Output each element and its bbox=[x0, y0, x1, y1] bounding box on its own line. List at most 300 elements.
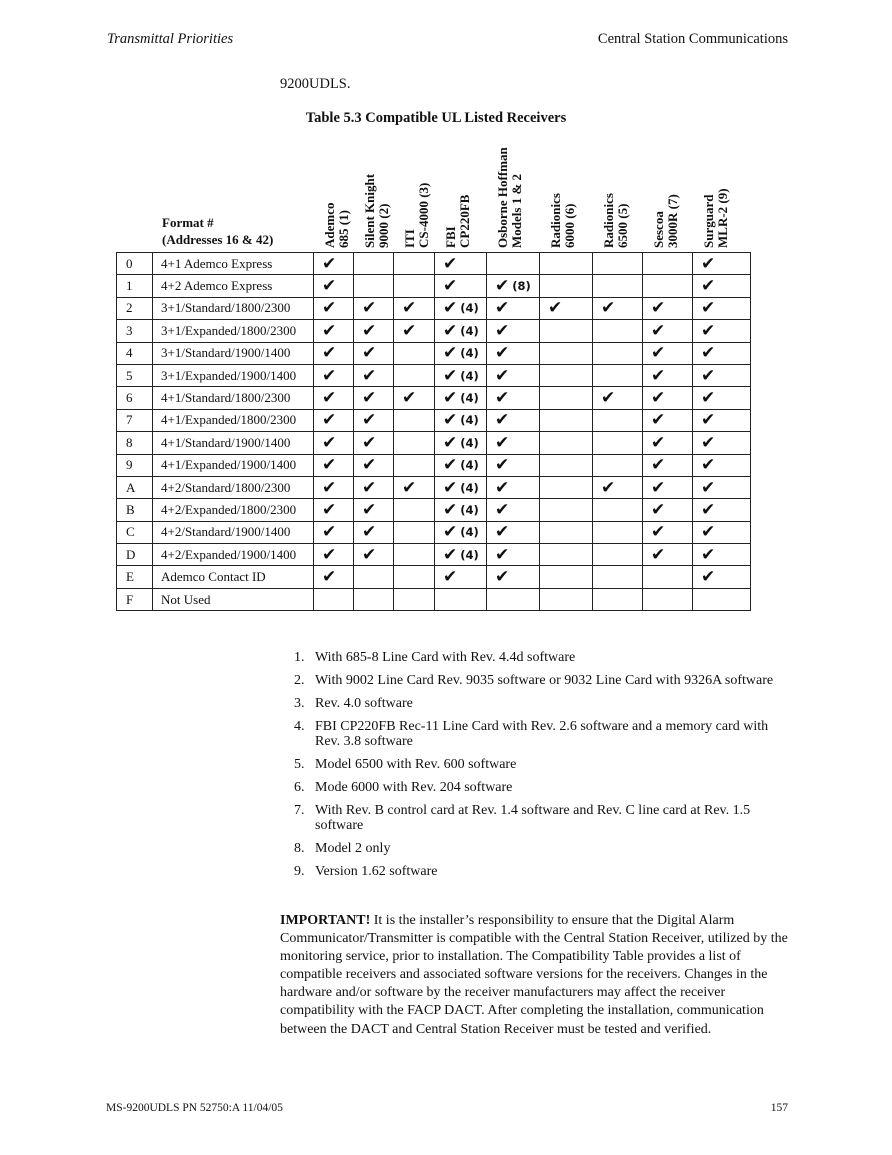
format-code: 8 bbox=[117, 432, 153, 454]
compat-cell bbox=[487, 566, 540, 588]
check-mark-value: ✔ bbox=[362, 455, 377, 476]
compat-cell bbox=[314, 454, 354, 476]
compat-cell bbox=[643, 499, 693, 521]
compat-cell bbox=[354, 409, 394, 431]
format-name: 4+2 Ademco Express bbox=[153, 275, 314, 297]
check-mark-value: ✔ bbox=[443, 276, 458, 297]
compat-cell bbox=[643, 275, 693, 297]
format-name: 3+1/Expanded/1900/1400 bbox=[153, 364, 314, 386]
check-mark-value: ✔ bbox=[495, 455, 510, 476]
check-mark-value: ✔ bbox=[362, 365, 377, 386]
table-title bbox=[0, 110, 892, 127]
column-header-line1: FBI bbox=[443, 226, 458, 248]
column-header-line1: Sescoa bbox=[651, 211, 666, 248]
column-header-8 bbox=[652, 194, 680, 248]
compat-cell bbox=[593, 275, 643, 297]
column-header-line1: Osborne Hoffman bbox=[495, 147, 510, 248]
compat-cell bbox=[394, 454, 435, 476]
compat-cell bbox=[354, 544, 394, 566]
compat-cell bbox=[693, 499, 751, 521]
table-row bbox=[117, 544, 751, 566]
compatible-receivers-table bbox=[116, 252, 751, 611]
check-mark-value: ✔ bbox=[701, 500, 716, 520]
check-mark-value: ✔ bbox=[362, 343, 377, 364]
compat-cell bbox=[435, 566, 487, 588]
footnotes-list bbox=[280, 650, 790, 887]
format-name: 4+2/Expanded/1800/2300 bbox=[153, 499, 314, 521]
compat-cell bbox=[487, 432, 540, 454]
compat-cell bbox=[693, 544, 751, 566]
table-row bbox=[117, 342, 751, 364]
compat-cell bbox=[643, 454, 693, 476]
footnote-ref: (4) bbox=[460, 323, 479, 338]
compat-cell bbox=[487, 476, 540, 498]
compat-cell bbox=[643, 521, 693, 543]
column-header-line2: 9000 (2) bbox=[376, 203, 391, 248]
format-name: Not Used bbox=[153, 588, 314, 610]
check-mark-value: ✔ bbox=[362, 522, 377, 543]
check-mark-value: ✔ bbox=[495, 477, 510, 498]
table-row bbox=[117, 275, 751, 297]
compat-cell bbox=[435, 544, 487, 566]
format-name: 3+1/Standard/1800/2300 bbox=[153, 297, 314, 319]
compat-cell bbox=[540, 342, 593, 364]
check-mark-value bbox=[443, 455, 479, 475]
check-mark-value: ✔ bbox=[402, 320, 417, 341]
check-mark-value: ✔ bbox=[601, 477, 616, 498]
page-number: 157 bbox=[770, 1102, 788, 1114]
compat-cell bbox=[643, 409, 693, 431]
check-mark-value: ✔ bbox=[651, 388, 666, 409]
column-header-1 bbox=[323, 203, 351, 249]
footnote-number: 8. bbox=[294, 841, 305, 856]
compat-cell bbox=[693, 364, 751, 386]
compat-cell bbox=[693, 476, 751, 498]
check-mark-value: ✔ bbox=[362, 410, 377, 431]
footnote-ref: (4) bbox=[460, 458, 479, 473]
compat-cell bbox=[394, 566, 435, 588]
intro-text: 9200UDLS. bbox=[280, 76, 351, 92]
check-mark-icon: ✔ bbox=[443, 410, 458, 431]
footnote-number: 6. bbox=[294, 780, 305, 795]
compat-cell bbox=[314, 342, 354, 364]
footnote-text: With 9002 Line Card Rev. 9035 software or 9032 Line Card with 9326A software bbox=[315, 673, 774, 688]
footnote-item bbox=[280, 696, 790, 711]
compat-cell bbox=[643, 253, 693, 275]
compat-cell bbox=[314, 499, 354, 521]
check-mark-icon: ✔ bbox=[443, 365, 458, 386]
check-mark-value bbox=[443, 433, 479, 453]
compat-cell bbox=[540, 320, 593, 342]
compat-cell bbox=[593, 320, 643, 342]
check-mark-value: ✔ bbox=[322, 567, 337, 588]
compat-cell bbox=[643, 432, 693, 454]
compat-cell bbox=[540, 387, 593, 409]
compat-cell bbox=[354, 320, 394, 342]
compat-cell bbox=[693, 297, 751, 319]
format-code: 1 bbox=[117, 275, 153, 297]
compat-cell bbox=[354, 566, 394, 588]
check-mark-value: ✔ bbox=[495, 343, 510, 364]
footnote-text: Mode 6000 with Rev. 204 software bbox=[315, 780, 513, 795]
check-mark-value: ✔ bbox=[701, 544, 716, 565]
column-header-line2: 6000 (6) bbox=[562, 203, 577, 248]
format-name: 4+1/Expanded/1900/1400 bbox=[153, 454, 314, 476]
format-code: 4 bbox=[117, 342, 153, 364]
footnote-item bbox=[280, 673, 790, 688]
table-row bbox=[117, 297, 751, 319]
compat-cell bbox=[394, 364, 435, 386]
column-header-line1: Radionics bbox=[548, 193, 563, 248]
compat-cell bbox=[354, 432, 394, 454]
compat-cell bbox=[487, 275, 540, 297]
compat-cell bbox=[593, 566, 643, 588]
footnote-number: 5. bbox=[294, 757, 305, 772]
compat-cell bbox=[540, 521, 593, 543]
check-mark-value: ✔ bbox=[362, 500, 377, 520]
footnote-text: Model 6500 with Rev. 600 software bbox=[315, 757, 517, 772]
compat-cell bbox=[540, 566, 593, 588]
check-mark-icon: ✔ bbox=[443, 544, 458, 565]
format-code: E bbox=[117, 566, 153, 588]
footnote-text: With 685-8 Line Card with Rev. 4.4d software bbox=[315, 650, 576, 665]
check-mark-value: ✔ bbox=[651, 343, 666, 364]
check-mark-value: ✔ bbox=[495, 365, 510, 386]
compat-cell bbox=[487, 409, 540, 431]
check-mark-value: ✔ bbox=[495, 320, 510, 341]
compat-cell bbox=[394, 342, 435, 364]
compat-cell bbox=[314, 409, 354, 431]
compat-cell bbox=[354, 499, 394, 521]
check-mark-value bbox=[443, 522, 479, 542]
table-row bbox=[117, 364, 751, 386]
format-header-line2: (Addresses 16 & 42) bbox=[162, 232, 274, 247]
important-notice bbox=[280, 912, 790, 1039]
compat-cell bbox=[540, 588, 593, 610]
check-mark-value: ✔ bbox=[701, 388, 716, 409]
footnote-number: 7. bbox=[294, 803, 305, 818]
compat-cell bbox=[354, 275, 394, 297]
check-mark-value: ✔ bbox=[322, 455, 337, 476]
format-code: 9 bbox=[117, 454, 153, 476]
compat-cell bbox=[314, 544, 354, 566]
check-mark-value: ✔ bbox=[322, 388, 337, 409]
compat-cell bbox=[693, 253, 751, 275]
check-mark-value: ✔ bbox=[701, 410, 716, 431]
check-mark-value: ✔ bbox=[495, 298, 510, 319]
compat-cell bbox=[693, 588, 751, 610]
compat-cell bbox=[354, 364, 394, 386]
compat-cell bbox=[314, 275, 354, 297]
footnote-ref: (4) bbox=[460, 435, 479, 450]
compat-cell bbox=[693, 342, 751, 364]
compat-cell bbox=[435, 454, 487, 476]
check-mark-value: ✔ bbox=[701, 320, 716, 341]
compat-cell bbox=[435, 588, 487, 610]
table-row bbox=[117, 476, 751, 498]
footnote-number: 9. bbox=[294, 864, 305, 879]
column-header-3 bbox=[403, 183, 431, 248]
compat-cell bbox=[354, 297, 394, 319]
check-mark-value: ✔ bbox=[322, 410, 337, 431]
compat-cell bbox=[314, 521, 354, 543]
compat-cell bbox=[435, 521, 487, 543]
important-label: IMPORTANT! bbox=[280, 913, 371, 928]
footnote-item bbox=[280, 650, 790, 665]
compat-cell bbox=[394, 432, 435, 454]
check-mark-value: ✔ bbox=[362, 477, 377, 498]
check-mark-icon: ✔ bbox=[443, 388, 458, 409]
check-mark-value bbox=[443, 321, 479, 341]
column-header-2 bbox=[363, 174, 391, 248]
check-mark-value: ✔ bbox=[495, 432, 510, 453]
compat-cell bbox=[593, 297, 643, 319]
compat-cell bbox=[435, 275, 487, 297]
check-mark-value: ✔ bbox=[322, 276, 337, 297]
footnote-ref: (4) bbox=[460, 413, 479, 428]
compat-cell bbox=[693, 566, 751, 588]
column-header-5 bbox=[496, 147, 524, 248]
check-mark-value bbox=[495, 276, 531, 296]
format-name: 4+1/Standard/1900/1400 bbox=[153, 432, 314, 454]
running-header-section: Transmittal Priorities bbox=[107, 31, 234, 47]
compat-cell bbox=[593, 476, 643, 498]
check-mark-icon: ✔ bbox=[443, 298, 458, 319]
table-row bbox=[117, 320, 751, 342]
compat-cell bbox=[314, 320, 354, 342]
column-header-line1: ITI bbox=[402, 229, 417, 248]
table-row bbox=[117, 566, 751, 588]
footnote-text: FBI CP220FB Rec-11 Line Card with Rev. 2.6 software and a memory card with Rev. 3.8 software bbox=[315, 719, 769, 749]
compat-cell bbox=[593, 253, 643, 275]
compat-cell bbox=[394, 297, 435, 319]
compat-cell bbox=[354, 387, 394, 409]
check-mark-value bbox=[443, 545, 479, 565]
check-mark-value: ✔ bbox=[651, 544, 666, 565]
compat-cell bbox=[394, 476, 435, 498]
compat-cell bbox=[354, 476, 394, 498]
check-mark-value: ✔ bbox=[322, 298, 337, 319]
check-mark-value: ✔ bbox=[362, 432, 377, 453]
footnote-ref: (4) bbox=[460, 301, 479, 316]
compat-cell bbox=[540, 297, 593, 319]
compat-cell bbox=[643, 476, 693, 498]
check-mark-value: ✔ bbox=[322, 522, 337, 543]
format-name: 4+2/Standard/1800/2300 bbox=[153, 476, 314, 498]
compat-cell bbox=[487, 342, 540, 364]
compat-cell bbox=[394, 253, 435, 275]
compat-cell bbox=[354, 342, 394, 364]
compat-cell bbox=[593, 364, 643, 386]
check-mark-icon: ✔ bbox=[443, 320, 458, 341]
check-mark-value: ✔ bbox=[322, 320, 337, 341]
check-mark-value: ✔ bbox=[651, 365, 666, 386]
compat-cell bbox=[394, 588, 435, 610]
important-text: It is the installer’s responsibility to ensure that the Digital Alarm Communicator/Transmitter is compatible with the Central Station Receiver, utilized by the monitoring service, prior to installation. The Compatibility Table provides a list of compatible receivers and associated software versions for the receivers. Changes in the hardware and/or software by the receiver manufacturers may affect the receiver compatibility with the FACP DACT. After completing the installation, communication between the DACT and Central Station Receiver must be tested and verified. bbox=[280, 913, 788, 1037]
compat-cell bbox=[693, 454, 751, 476]
compat-cell bbox=[540, 275, 593, 297]
footnote-number: 1. bbox=[294, 650, 305, 665]
compat-cell bbox=[540, 499, 593, 521]
check-mark-value: ✔ bbox=[701, 298, 716, 319]
format-code: 5 bbox=[117, 364, 153, 386]
check-mark-value: ✔ bbox=[322, 365, 337, 386]
check-mark-value: ✔ bbox=[601, 388, 616, 409]
compat-cell bbox=[435, 387, 487, 409]
footnote-text: Model 2 only bbox=[315, 841, 391, 856]
format-name: Ademco Contact ID bbox=[153, 566, 314, 588]
format-name: 4+1/Standard/1800/2300 bbox=[153, 387, 314, 409]
check-mark-value: ✔ bbox=[651, 410, 666, 431]
check-mark-value: ✔ bbox=[701, 432, 716, 453]
column-header-line2: MLR-2 (9) bbox=[715, 188, 730, 248]
compat-cell bbox=[435, 476, 487, 498]
check-mark-value: ✔ bbox=[548, 298, 563, 319]
check-mark-value: ✔ bbox=[651, 477, 666, 498]
compat-cell bbox=[643, 566, 693, 588]
check-mark-value: ✔ bbox=[701, 365, 716, 386]
check-mark-value: ✔ bbox=[601, 298, 616, 319]
format-name: 4+1/Expanded/1800/2300 bbox=[153, 409, 314, 431]
compat-cell bbox=[435, 364, 487, 386]
footnote-ref: (4) bbox=[460, 525, 479, 540]
format-code: 6 bbox=[117, 387, 153, 409]
check-mark-value: ✔ bbox=[402, 298, 417, 319]
compat-cell bbox=[314, 476, 354, 498]
column-header-line1: Ademco bbox=[322, 202, 337, 248]
table-row bbox=[117, 432, 751, 454]
check-mark-value: ✔ bbox=[651, 320, 666, 341]
check-mark-icon: ✔ bbox=[443, 455, 458, 476]
check-mark-value: ✔ bbox=[362, 388, 377, 409]
compat-cell bbox=[487, 454, 540, 476]
running-header-chapter: Central Station Communications bbox=[597, 31, 788, 47]
compat-cell bbox=[593, 454, 643, 476]
compat-cell bbox=[593, 409, 643, 431]
check-mark-value bbox=[443, 366, 479, 386]
footnote-ref: (8) bbox=[512, 279, 531, 294]
column-header-line2: 3000R (7) bbox=[665, 194, 680, 248]
compat-cell bbox=[314, 253, 354, 275]
compat-cell bbox=[314, 566, 354, 588]
compat-cell bbox=[593, 521, 643, 543]
compat-cell bbox=[693, 432, 751, 454]
check-mark-value: ✔ bbox=[495, 500, 510, 520]
compat-cell bbox=[693, 409, 751, 431]
check-mark-value: ✔ bbox=[701, 477, 716, 498]
format-name: 3+1/Standard/1900/1400 bbox=[153, 342, 314, 364]
check-mark-value: ✔ bbox=[322, 477, 337, 498]
check-mark-value: ✔ bbox=[701, 455, 716, 476]
compat-cell bbox=[354, 454, 394, 476]
check-mark-value bbox=[443, 343, 479, 363]
compat-cell bbox=[540, 454, 593, 476]
table-title-text: Table 5.3 Compatible UL Listed Receivers bbox=[305, 110, 567, 126]
column-header-line1: Silent Knight bbox=[362, 173, 377, 248]
compat-cell bbox=[314, 588, 354, 610]
check-mark-value: ✔ bbox=[651, 432, 666, 453]
check-mark-value: ✔ bbox=[322, 253, 337, 274]
compat-cell bbox=[435, 499, 487, 521]
check-mark-value bbox=[443, 298, 479, 318]
check-mark-icon: ✔ bbox=[443, 343, 458, 364]
compat-cell bbox=[693, 521, 751, 543]
compat-cell bbox=[593, 499, 643, 521]
table-row bbox=[117, 387, 751, 409]
check-mark-icon: ✔ bbox=[443, 432, 458, 453]
check-mark-icon: ✔ bbox=[495, 276, 510, 297]
table-row bbox=[117, 253, 751, 275]
check-mark-value: ✔ bbox=[651, 455, 666, 476]
format-code: C bbox=[117, 521, 153, 543]
footnote-text: Rev. 4.0 software bbox=[315, 696, 413, 711]
compat-cell bbox=[643, 342, 693, 364]
compat-cell bbox=[593, 432, 643, 454]
table-row bbox=[117, 499, 751, 521]
format-code: A bbox=[117, 476, 153, 498]
compat-cell bbox=[540, 409, 593, 431]
compat-cell bbox=[643, 320, 693, 342]
footnote-ref: (4) bbox=[460, 503, 479, 517]
footnote-ref: (4) bbox=[460, 346, 479, 361]
format-code: F bbox=[117, 588, 153, 610]
column-header-6 bbox=[549, 193, 577, 248]
check-mark-value: ✔ bbox=[322, 500, 337, 520]
compat-cell bbox=[593, 387, 643, 409]
check-mark-value: ✔ bbox=[701, 567, 716, 588]
compat-cell bbox=[487, 387, 540, 409]
footnote-text: With Rev. B control card at Rev. 1.4 software and Rev. C line card at Rev. 1.5 software bbox=[315, 803, 751, 833]
compat-cell bbox=[394, 275, 435, 297]
format-name: 4+1 Ademco Express bbox=[153, 253, 314, 275]
column-header-line2: CP220FB bbox=[457, 194, 472, 248]
compat-cell bbox=[394, 387, 435, 409]
compat-cell bbox=[643, 387, 693, 409]
compat-cell bbox=[540, 253, 593, 275]
check-mark-value: ✔ bbox=[495, 410, 510, 431]
check-mark-value: ✔ bbox=[651, 522, 666, 543]
compat-cell bbox=[435, 253, 487, 275]
check-mark-value: ✔ bbox=[362, 320, 377, 341]
footnote-item bbox=[280, 719, 790, 749]
column-header-9 bbox=[702, 188, 730, 248]
check-mark-value: ✔ bbox=[443, 253, 458, 274]
compat-cell bbox=[487, 544, 540, 566]
check-mark-value: ✔ bbox=[495, 522, 510, 543]
compat-cell bbox=[693, 275, 751, 297]
table-row bbox=[117, 521, 751, 543]
format-header-line1: Format # bbox=[162, 215, 214, 230]
footnote-number: 4. bbox=[294, 719, 305, 734]
check-mark-value bbox=[443, 410, 479, 430]
check-mark-value: ✔ bbox=[701, 276, 716, 297]
check-mark-value: ✔ bbox=[701, 343, 716, 364]
compat-cell bbox=[487, 320, 540, 342]
table-row bbox=[117, 454, 751, 476]
footnote-ref: (4) bbox=[460, 547, 479, 562]
footnote-ref: (4) bbox=[460, 391, 479, 406]
check-mark-value: ✔ bbox=[402, 388, 417, 409]
compat-cell bbox=[314, 297, 354, 319]
compat-cell bbox=[435, 342, 487, 364]
compat-cell bbox=[435, 297, 487, 319]
check-mark-value: ✔ bbox=[495, 388, 510, 409]
check-mark-icon: ✔ bbox=[443, 522, 458, 543]
table-row bbox=[117, 588, 751, 610]
compat-cell bbox=[487, 499, 540, 521]
format-name: 3+1/Expanded/1800/2300 bbox=[153, 320, 314, 342]
format-code: 7 bbox=[117, 409, 153, 431]
